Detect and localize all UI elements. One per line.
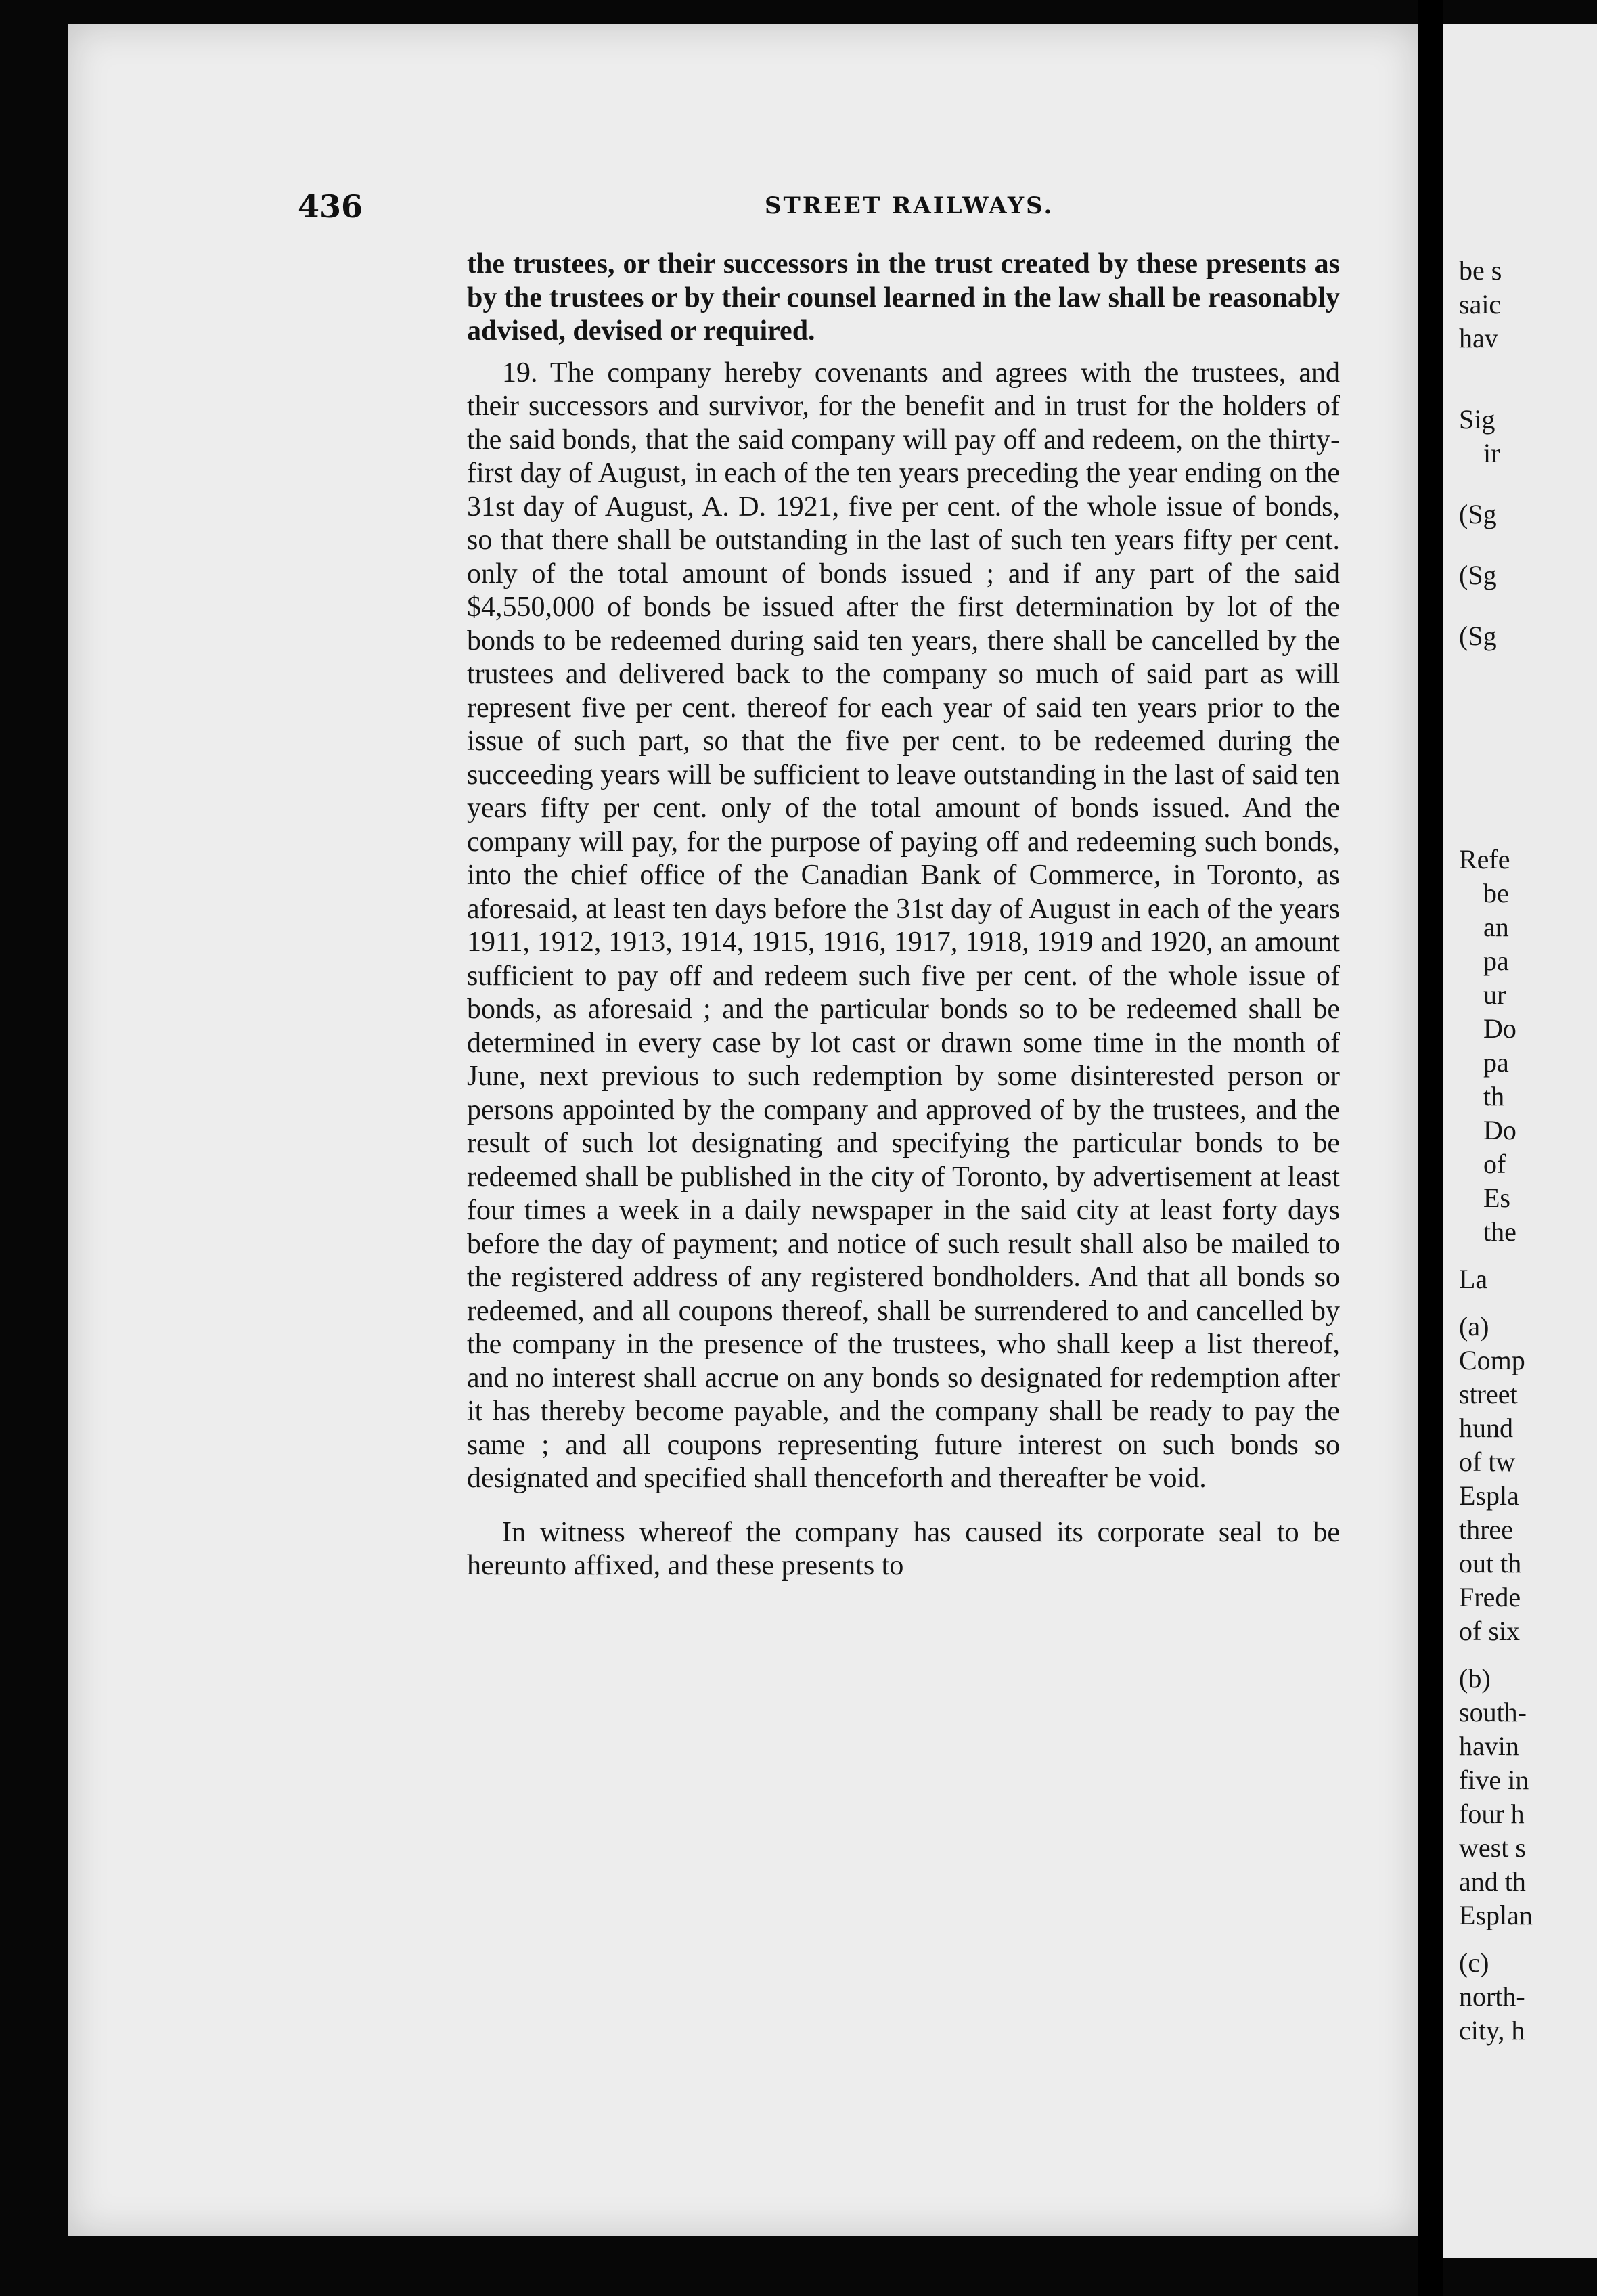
facing-page-line: Es (1483, 1183, 1510, 1213)
facing-page-line: the (1483, 1216, 1516, 1247)
facing-page-line: saic (1459, 289, 1502, 319)
facing-page-line: th (1483, 1081, 1505, 1111)
section-19-paragraph: 19. The company hereby covenants and agrees with the trustees, and their successors and survivor, for the benefit and in trust for the holders of the said bonds, that the said company will pay off and redeem, on the thirty-first day of August, in each of the ten years preceding the year ending on the 31st day of August, A. D. 1921, five per cent. of the whole issue of bonds, so that there shall be outstanding in the last of such ten years fifty per cent. only of the total amount of bonds issued ; and if any part of the said $4,550,000 of bonds be issued after the first determination by lot of the bonds to be redeemed during said ten years, there shall be cancelled by the trustees and delivered back to the company so much of said part as will represent five per cent. thereof for each year of said ten years prior to the issue of such part, so that the five per cent. to be redeemed during the succeeding years will be sufficient to leave outstanding in the last of said ten years fifty per cent. only of the total amount of bonds issued. And the company will pay, for the purpose of paying off and redeeming such bonds, into the chief office of the Canadian Bank of Commerce, in Toronto, as aforesaid, at least ten days before the 31st day of August in each of the years 1911, 1912, 1913, 1914, 1915, 1916, 1917, 1918, 1919 and 1920, an amount sufficient to pay off and redeem such five per cent. of the whole issue of bonds, as aforesaid ; and the particular bonds so to be redeemed shall be determined in every case by lot cast or drawn some time in the month of June, next previous to such redemption by some disinterested person or persons appointed by the company and approved of by the trustees, and the result of such lot designating and specifying the particular bonds to be redeemed shall be published in the city of Toronto, by advertisement at least four times a week in a daily newspaper in the said city at least forty days before the day of payment; and notice of such result shall also be mailed to the registered address of any registered bondholders. And that all bonds so redeemed, and all coupons thereof, shall be surrendered to and cancelled by the company in the presence of the trustees, who shall keep a list thereof, and no interest shall accrue on any bonds so designated for redemption after it has thereby become payable, and the company shall be ready to pay the same ; and all coupons representing future interest on such bonds so designated and specified shall thenceforth and thereafter be void. (467, 357, 1340, 1494)
continuation-paragraph: the trustees, or their successors in the trust created by these presents as by the trustees or by their counsel learned in the law shall be reasonably advised, devised or required. (467, 248, 1340, 347)
facing-page-line: hav (1459, 323, 1498, 353)
facing-page-line: (Sg (1459, 560, 1497, 590)
facing-page-line: street (1459, 1379, 1518, 1409)
facing-page-line: Espla (1459, 1480, 1519, 1511)
facing-page-line: (Sg (1459, 499, 1497, 529)
witness-paragraph: In witness whereof the company has caused its corporate seal to be hereunto affixed, and these presents to (467, 1516, 1340, 1581)
facing-page-line: Esplan (1459, 1900, 1533, 1930)
facing-page-line: ir (1483, 438, 1500, 468)
facing-page-line: and th (1459, 1866, 1526, 1897)
facing-page-line: (c) (1459, 1947, 1489, 1978)
facing-page-line: La (1459, 1264, 1488, 1294)
facing-page-line: (a) (1459, 1311, 1489, 1342)
facing-page-line: be (1483, 878, 1509, 908)
facing-page-line: of (1483, 1149, 1506, 1179)
facing-page-line: Sig (1459, 404, 1495, 435)
facing-page-line: Do (1483, 1115, 1516, 1145)
facing-page-line: south- (1459, 1697, 1527, 1727)
facing-page-line: Frede (1459, 1582, 1521, 1612)
facing-page-line: Do (1483, 1013, 1516, 1044)
running-head (298, 188, 1353, 236)
facing-page-line: city, h (1459, 2015, 1525, 2046)
facing-page-line: pa (1483, 946, 1509, 976)
running-title: STREET RAILWAYS. (765, 192, 1054, 219)
facing-page-line: of tw (1459, 1447, 1516, 1477)
book-gutter (1418, 0, 1443, 2296)
facing-page-line: Refe (1459, 844, 1510, 875)
facing-page-line: be s (1459, 255, 1502, 286)
facing-page-line: ur (1483, 979, 1506, 1010)
body-text (467, 248, 1340, 1583)
page-number: 436 (298, 188, 363, 225)
facing-page-line: pa (1483, 1047, 1509, 1078)
facing-page-line: four h (1459, 1798, 1525, 1829)
facing-page-line: of six (1459, 1616, 1520, 1646)
facing-page-line: three (1459, 1514, 1513, 1545)
facing-page-line: out th (1459, 1548, 1522, 1578)
facing-page (1443, 24, 1597, 2258)
facing-page-line: five in (1459, 1765, 1529, 1795)
facing-page-line: west s (1459, 1832, 1526, 1863)
facing-page-line: an (1483, 912, 1509, 942)
facing-page-line: (b) (1459, 1663, 1491, 1694)
facing-page-line: Comp (1459, 1345, 1525, 1375)
facing-page-line: havin (1459, 1731, 1519, 1761)
facing-page-line: north- (1459, 1981, 1525, 2012)
facing-page-line: (Sg (1459, 621, 1497, 651)
facing-page-line: hund (1459, 1413, 1513, 1443)
